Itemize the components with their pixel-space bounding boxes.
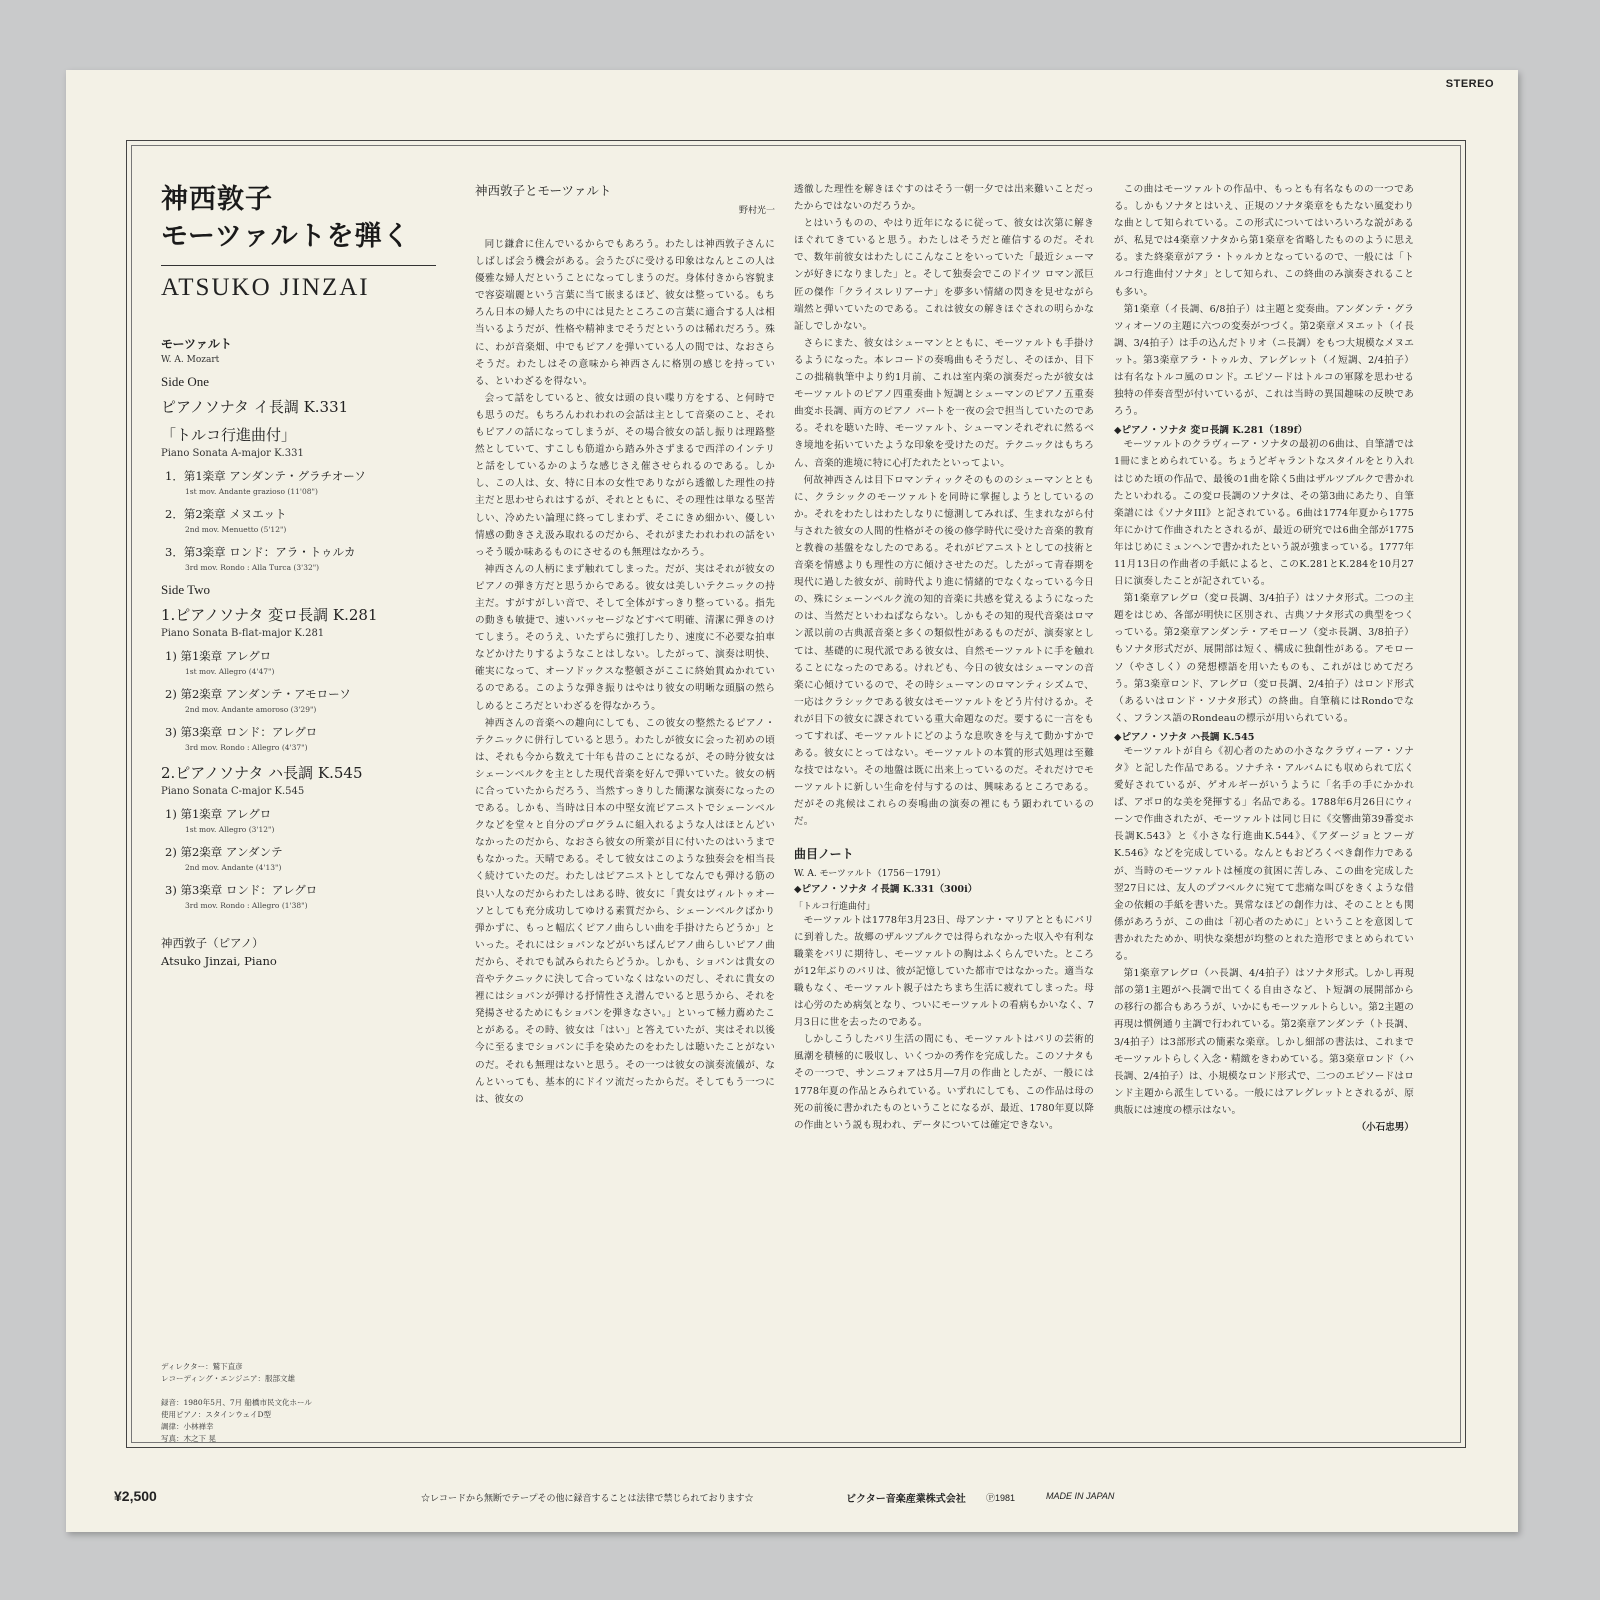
movement-en: 2nd mov. Menuetto (5'12") — [185, 525, 287, 534]
essay-title: 神西敦子とモーツァルト — [475, 183, 612, 198]
credit-line: レコーディング・エンジニア：服部文雄 — [161, 1374, 296, 1383]
notes-paragraph: この曲はモーツァルトの作品中、もっとも有名なものの一つである。しかもソナタとはいえ、正規のソナタ楽章をもたない風変わりな曲として知られている。この形式についてはいろいろな説があるが、私見では4楽章ソナタから第1楽章を省略したもののように思える。また終楽章がアラ・トゥルカとなっているので、一般には「トルコ行進曲付ソナタ」として知られ、この終曲のみ演奏されることも多い。 — [1114, 184, 1414, 298]
credit-line — [161, 1385, 312, 1397]
notes-paragraph: モーツァルトのクラヴィーア・ソナタの最初の6曲は、自筆譜では1冊にまとめられている。ちょうどギャラントなスタイルをとり入れはじめた頃の作品で、最後の1曲を除く5曲はザルツブルクで書かれたといわれる。この変ロ長調のソナタは、その第3曲にあたり、自筆楽譜には《ソナタIII》と記されている。6曲は1774年夏から1775年にかけて作曲されたとされるが、最近の研究では6曲全部が1775年はじめにミュンヘンで書かれたという説が強まっている。1777年11月13日の作曲者の手紙によると、このK.281とK.284を10月27日に演奏したことが記されている。 — [1114, 439, 1414, 588]
movement-jp: 3) 第3楽章 ロンド：アレグロ — [165, 883, 318, 897]
essay-paragraph: さらにまた、彼女はシューマンとともに、モーツァルトも手掛けるようになった。本レコードの奏鳴曲もそうだし、そのほか、目下この拙稿執筆中より約1月前、これは室内楽の演奏だったが彼女はモーツァルトのピアノ四重奏曲ト短調とシューマンのピアノ五重奏曲変ホ長調、両方のピアノ パートを一夜の会で担当していたのである。それを聴いた時、モーツァルト、シューマンそれぞれに然るべき境地を拓いていたような印象を受けたのだ。テクニックはもちろん、音楽的進境に特に心打たれたといってよい。 — [794, 337, 1094, 469]
record-jacket-back — [66, 70, 1518, 1532]
credit-line: ディレクター：鷲下直彦 — [161, 1362, 243, 1371]
side-one-label: Side One — [161, 374, 210, 389]
performer-en: Atsuko Jinzai, Piano — [161, 954, 277, 968]
copy-warning: ☆レコードから無断でテープその他に録音することは法律で禁じられております☆ — [421, 1493, 754, 1503]
essay-paragraph: 神西さんの人柄にまず触れてしまった。だが、実はそれが彼女のピアノの弾き方だと思うからである。彼女は美しいテクニックの持主だ。すがすがしい音で、そして全体がすっきり整っている。指先の動きも敏捷で、速いパッセージなどすべて明確、清潔に弾きのけてしまう。そのうえ、いたずらに強打したり、速度に不必要な拍車などかけたりするようなことはしない。したがって、演奏は明快、確実になって、オーソドックスな整頓さがここに終始貫ぬかれているのである。このような弾き振りはやはり彼女の明晰な頭脳の然らしめるところだといわざるを得なかろう。 — [475, 563, 775, 712]
movement — [161, 648, 451, 680]
movement-jp: 1) 第1楽章 アレグロ — [165, 807, 272, 821]
movement-en: 3rd mov. Rondo : Allegro (4'37") — [185, 743, 308, 752]
movement-jp: 2．第2楽章 メヌエット — [165, 507, 287, 521]
movement — [161, 882, 451, 914]
movement — [161, 844, 451, 876]
work2-title-en: Piano Sonata B-flat-major K.281 — [161, 628, 325, 639]
essay-paragraph: 神西さんの音楽への趣向にしても、この彼女の整然たるピアノ・テクニックに併行していると思う。わたしが彼女に会った初めの頃は、それも今から数えて十年も昔のことになるが、その時分彼女はシェーンベルクを主とした現代音楽を好んで弾いていた。彼女の柄に合っていたからだろう、当然すっきりした簡潔な演奏になったのである。しかも、当時は日本の中堅女流ピアニストでシェーンベルクなどを堂々と自分のプログラムに組入れるような人はほとんどいなかったのだから、なおさら彼女の所業が目に付いたのはいうまでもなかった。天晴である。そして彼女はこのような独奏会を相当長く続けていたのだ。わたしはピアニストとしてなんでも弾ける筋の良い人なのだからわたしはある時、彼女に「貴女はヴィルトゥオーソとしても充分成功してゆける素質だから、シェーンベルクばかり弾かずに、もっと幅広くピアノ曲らしい曲を手掛けたらどうか」といった。それにはショパンなどがいちばんピアノ曲らしいピアノ曲だから、それでも試みられたらどうか。しかも、ショパンは貴女の音やテクニックに決して合っていなくはないのだし、それに貴女の裡にはショパンが弾ける抒情性さえ潜んでいると思うから、それを発揚させるためにもショパンを弾きなさい。」といって極力薦めたことがある。その時、彼女は「はい」と答えていたが、実はそれ以後今に至るまでショパンに手を染めたのをわたしは聴いたことがないのだ。それも無理はないと思う。その一つは彼女の演奏流儀が、なんといっても、基本的にドイツ流だったからだ。そしてもう一つには、彼女の — [475, 717, 775, 1105]
movement-en: 1st mov. Allegro (3'12") — [185, 825, 275, 834]
essay-paragraph: 同じ鎌倉に住んでいるからでもあろう。わたしは神西敦子さんにしばしば会う機会がある。会うたびに受ける印象はなんとこの人は優雅な婦人だということになってしまうのだ。身体付きから容貌まで容姿端麗という言葉に当て嵌まるほど、彼女は整っている。もちろん日本の婦人たちの中には見たところこの言葉に適合する人は相当いるようだが、性格や精神までそうだというのは稀れだろう。殊に、わが音楽畑、中でもピアノを弾いている人の間では、なおさらそうだ。わたしはその意味から神西さんに格別の感じを持っている、といわざるを得ない。 — [475, 239, 775, 387]
work2-title: 1.ピアノソナタ 変ロ長調 K.281 — [161, 606, 378, 624]
notes-body-k545 — [1114, 743, 1414, 1119]
movement-en: 3rd mov. Rondo : Alla Turca (3'32") — [185, 563, 320, 572]
composer-en: W. A. Mozart — [161, 355, 220, 365]
credits — [161, 1361, 312, 1445]
notes-paragraph: モーツァルトは1778年3月23日、母アンナ・マリアとともにパリに到着した。故郷のザルツブルクでは得られなかった収入や有利な職業をパリに期待し、モーツァルトの胸はふくらんでいた。ところが12年ぶりのパリは、彼が記憶していた都市ではなかった。適当な職もなく、モーツァルト親子はたちまち生活に疲れてしまった。母は心労のため病気となり、ついにモーツァルトの看病もかいなく、7月3日に世を去ったのである。 — [794, 914, 1094, 1029]
movement — [161, 724, 451, 756]
footer — [66, 1488, 1518, 1508]
work1-title: ピアノソナタ イ長調 K.331 — [161, 398, 349, 416]
notes-paragraph: 第1楽章アレグロ（変ロ長調、3/4拍子）はソナタ形式。二つの主題をはじめ、各部が明快に区別され、古典ソナタ形式の典型をつくっている。第2楽章アンダンテ・アモローソ（変ホ長調、3/8拍子）もソナタ形式だが、展開部は短く、構成に独創性がある。アモローソ（やさしく）の発想標語を用いたものも、これがはじめてだろう。第3楽章ロンド、アレグロ（変ロ長調、2/4拍子）はロンド形式（あるいはロンド・ソナタ形式）の終曲。自筆稿にはRondoでなく、フランス語のRondeauの標示が用いられている。 — [1114, 593, 1414, 724]
notes-heading-k281: ◆ピアノ・ソナタ 変ロ長調 K.281（189f） — [1114, 425, 1308, 437]
record-label: ビクター音楽産業株式会社 — [846, 1494, 966, 1505]
work3-title-en: Piano Sonata C-major K.545 — [161, 786, 305, 797]
essay-paragraph: 何故神西さんは目下ロマンティックそのもののシューマンとともに、クラシックのモーツァルトを同時に掌握しようとしているのか。それをわたしはわたしなりに憶測してみれば、生まれながら付与された彼女の人間的性格がその後の修学時代に受けた音楽的教育と教養の基盤をなしたのである。それがピアニストとしての技術と音楽を情感よりも理性の方に傾けさせたのだ。したがって青春期を現代に過した彼女が、前時代より進に情緒的でなくなっている今日の、殊にシェーンベルク流の知的音楽に共感を覚えるようになったのは、当然だといわねばならない。しかもその知的現代音楽はロマン派以前の古典派音楽と多くの類似性があるものだが、演奏家としては、基礎的に現代派である彼女は、自然モーツァルトに手を触れることになったのである。けれども、今日の彼女はシューマンの音楽に心傾けているので、その時シューマンのロマンティシズムで、一応はクラシックである彼女はモーツァルトをどう片付けるか。それが目下の彼女に課されている重大命題なのだ。要するに一言をもってすれば、モーツァルトにどのような息吹きを与えて動かすかである。彼女にとってはない。モーツァルトの本質的形式処理は至難な技ではない。その地盤は既に出来上っているのだ。それだけでモーツァルトに新しい生命を付与するのは、興味あるところである。だがその兆候はこれらの奏鳴曲の演奏の裡にもう顕われているのだ。 — [794, 474, 1094, 828]
essay-body — [475, 236, 775, 1108]
essay-paragraph: とはいうものの、やはり近年になるに従って、彼女は次第に解きほぐれてきていると思う。わたしはそうだと確信するのだ。それで、数年前彼女はわたしにこんなことをいっていた「最近シューマンが好きになりました」と。そして独奏会でこのドイツ ロマン派巨匠の傑作「クライスレリアーナ」を夢多い情緒の閃きを見せながら端然と弾いていたのである。これは彼女の解きほぐされの明らかな証しでしかない。 — [794, 218, 1094, 332]
movement-en: 2nd mov. Andante (4'13") — [185, 863, 282, 872]
essay-column-2 — [794, 181, 1094, 1411]
notes-title: 曲目ノート — [794, 846, 854, 861]
movement-jp: 2) 第2楽章 アンダンテ・アモローソ — [165, 687, 351, 701]
notes-body-k281 — [1114, 436, 1414, 727]
movement — [161, 686, 451, 718]
essay-author: 野村光一 — [738, 206, 775, 216]
movement-en: 2nd mov. Andante amoroso (3'29") — [185, 705, 317, 714]
stereo-label: STEREO — [1445, 78, 1494, 90]
notes-paragraph: しかしこうしたパリ生活の間にも、モーツァルトはパリの芸術的風潮を積極的に吸収し、いくつかの秀作を完成した。このソナタもその一つで、サンニフォアは5月―7月の作曲としたが、一般には1778年夏の作品とみられている。いずれにしても、この作品は母の死の前後に書かれたものということになるが、最近、1780年夏以降の作曲という説も現われ、データについては確定できない。 — [794, 1034, 1094, 1131]
album-title-line1: 神西敦子 — [161, 184, 273, 215]
made-in: MADE IN JAPAN — [1046, 1491, 1115, 1501]
side-two-label: Side Two — [161, 582, 211, 597]
essay-paragraph: 会って話をしていると、彼女は頭の良い喋り方をする、と何時でも思うのだ。もちろんわれわれの会話は主として音楽のこと、それもピアノの話になってしまうが、その場合彼女の話し振りは理路整然としていて、すこしも筋道から踏み外さずまるで西洋のインテリと話をしているかのような感じさえ催させられるのである。しかし、この人は、女、特に日本の女性でありながら透徹した理性の持主だと思わせられはするが、それとともに、その理性は単なる堅苦しい、冷めたい論理に終ってしまわず、そこにきめ細かい、優しい情感の動きさえ汲み取れるのだから、それがまたわれわれの話をいっそう暖か味あるものにさせるのも無理はなかろう。 — [475, 392, 775, 558]
movement-en: 1st mov. Andante grazioso (11'08") — [185, 487, 318, 496]
price: ¥2,500 — [114, 1488, 157, 1504]
composer-jp: モーツァルト — [161, 337, 232, 351]
movement — [161, 806, 451, 838]
notes-paragraph: モーツァルトが自ら《初心者のための小さなクラヴィーア・ソナタ》と記した作品である。ソナチネ・アルバムにも収められて広く愛好されているが、ゲオルギーがいうように「名手の手にかかれば、アポロ的な美を発揮する」名品である。1788年6月26日にウィーンで作曲されたが、モーツァルトは同じ日に《交響曲第39番変ホ長調K.543》と《小さな行進曲K.544》、《アダージョとフーガK.546》などを完成している。なんともおどろくべき創作力であるが、当時のモーツァルトは極度の貧困に苦しみ、この曲を完成した翌27日には、友人のプフベルクに宛てて悲痛な叫びをきくような借金の依頼の手紙を書いた。異常なほどの創作力は、そのこととも関係があろうが、この曲は「初心者のために」ということを意図して書かれたためか、明快な楽想が均整のとれた造形でまとめられている。 — [1114, 745, 1414, 963]
album-title-en: ATSUKO JINZAI — [161, 265, 436, 302]
movement — [161, 468, 451, 500]
notes-body — [794, 912, 1094, 1134]
essay-column-1 — [475, 181, 775, 1411]
notes-heading-k331: ◆ピアノ・ソナタ イ長調 K.331（300i） — [794, 883, 978, 895]
notes-heading-k331-sub: 「トルコ行進曲付」 — [794, 901, 876, 912]
program-list — [161, 336, 451, 970]
work1-subtitle: 「トルコ行進曲付」 — [161, 426, 297, 444]
notes-composer: W. A. モーツァルト（1756－1791） — [794, 868, 946, 879]
album-title-line2: モーツァルトを弾く — [161, 221, 411, 252]
copyright: Ⓟ1981 — [986, 1493, 1016, 1503]
credit-line: 調律：小林禅幸 — [161, 1422, 214, 1431]
program-column — [161, 181, 451, 1443]
notes-column — [1114, 181, 1414, 1411]
work3-title: 2.ピアノソナタ ハ長調 K.545 — [161, 764, 363, 782]
liner-frame — [126, 140, 1466, 1448]
movement-jp: 1) 第1楽章 アレグロ — [165, 649, 272, 663]
notes-heading-k545: ◆ピアノ・ソナタ ハ長調 K.545 — [1114, 731, 1255, 743]
notes-paragraph: 第1楽章アレグロ（ハ長調、4/4拍子）はソナタ形式。しかし再現部の第1主題がヘ長調で出てくる自由さなど、ト短調の展開部からの移行の都合もあろうが、いかにもモーツァルトらしい。第2主題の再現は慣例通り主調で行われている。第2楽章アンダンテ（ト長調、3/4拍子）は3部形式の簡素な楽章。しかし細部の書法は、これまでモーツァルトらしく入念・精緻をきわめている。第3楽章ロンド（ハ長調、2/4拍子）は、小規模なロンド形式で、二つのエピソードはロンド主題から派生している。一般にはアレグレットとされるが、原典版には速度の標示はない。 — [1114, 968, 1414, 1116]
work1-title-en: Piano Sonata A-major K.331 — [161, 448, 304, 459]
movement — [161, 544, 451, 576]
movement-jp: 3．第3楽章 ロンド：アラ・トゥルカ — [165, 545, 356, 559]
movement-en: 1st mov. Allegro (4'47") — [185, 667, 275, 676]
credit-line: 録音：1980年5月、7月 船橋市民文化ホール — [161, 1398, 312, 1407]
notes-paragraph: 第1楽章（イ長調、6/8拍子）は主題と変奏曲。アンダンテ・グラツィオーソの主題に六つの変奏がつづく。第2楽章メヌエット（イ長調、3/4拍子）は手の込んだトリオ（ニ長調）をもつ大規模なメヌエット。第3楽章アラ・トゥルカ、アレグレット（イ短調、2/4拍子）は有名なトルコ風のロンド。エピソードはトルコの軍隊を思わせる独特の伴奏音型が付いているが、これは当時の異国趣味の反映であろう。 — [1114, 303, 1414, 418]
movement-jp: 1．第1楽章 アンダンテ・グラチオーソ — [165, 469, 366, 483]
movement-jp: 3) 第3楽章 ロンド：アレグロ — [165, 725, 318, 739]
credit-line: 写真：木之下 晃 — [161, 1434, 216, 1443]
credit-line: 使用ピアノ：スタインウェイD型 — [161, 1410, 271, 1419]
performer-jp: 神西敦子（ピアノ） — [161, 936, 264, 950]
essay-paragraph: 透徹した理性を解きほぐすのはそう一朝一夕では出来難いことだったからではないのだろうか。 — [794, 184, 1094, 213]
notes-signature: （小石忠男） — [1356, 1121, 1414, 1133]
movement-jp: 2) 第2楽章 アンダンテ — [165, 845, 283, 859]
performer — [161, 934, 451, 970]
essay-body-cont — [794, 181, 1094, 831]
movement — [161, 506, 451, 538]
notes-body-cont — [1114, 181, 1414, 420]
movement-en: 3rd mov. Rondo : Allegro (1'38") — [185, 901, 308, 910]
